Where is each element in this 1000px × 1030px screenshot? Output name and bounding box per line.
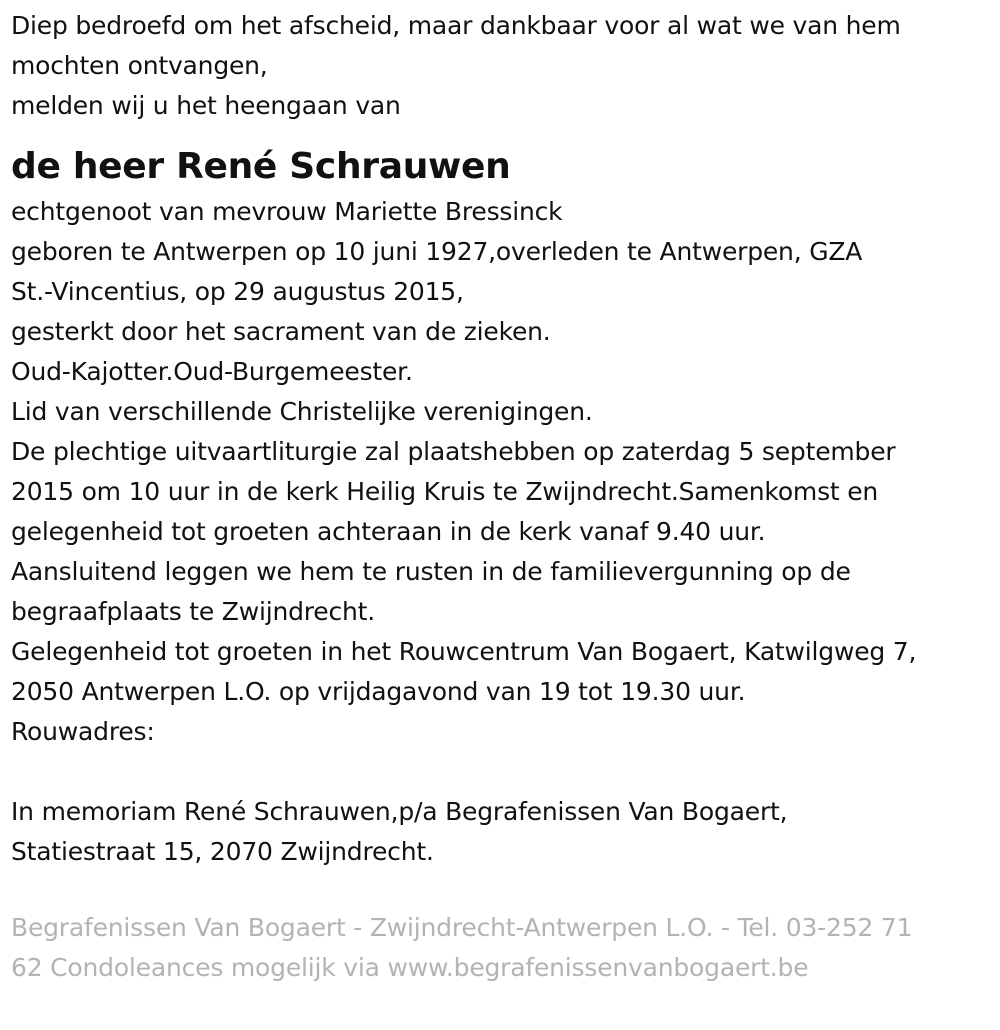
- detail-line: Rouwadres:: [11, 717, 155, 746]
- footer-line: Begrafenissen Van Bogaert - Zwijndrecht-Antwerpen L.O. - Tel. 03-252 71: [11, 913, 913, 942]
- detail-line: echtgenoot van mevrouw Mariette Bressinck: [11, 197, 563, 226]
- intro-section: [11, 6, 990, 126]
- intro-line: mochten ontvangen,: [11, 51, 268, 80]
- detail-line: begraafplaats te Zwijndrecht.: [11, 597, 376, 626]
- address-line: Statiestraat 15, 2070 Zwijndrecht.: [11, 837, 434, 866]
- footer-line: 62 Condoleances mogelijk via www.begrafenissenvanbogaert.be: [11, 953, 809, 982]
- detail-line: Aansluitend leggen we hem te rusten in de familievergunning op de: [11, 557, 851, 586]
- mourning-address: [11, 792, 990, 872]
- detail-line: gelegenheid tot groeten achteraan in de kerk vanaf 9.40 uur.: [11, 517, 766, 546]
- spacer: [11, 752, 990, 792]
- detail-line: 2050 Antwerpen L.O. op vrijdagavond van 19 tot 19.30 uur.: [11, 677, 746, 706]
- address-line: In memoriam René Schrauwen,p/a Begrafenissen Van Bogaert,: [11, 797, 788, 826]
- spacer: [11, 872, 990, 908]
- deceased-name: de heer René Schrauwen: [11, 146, 511, 187]
- details-section: [11, 192, 990, 752]
- detail-line: gesterkt door het sacrament van de zieken.: [11, 317, 551, 346]
- detail-line: Oud-Kajotter.Oud-Burgemeester.: [11, 357, 413, 386]
- funeral-home-footer: [11, 908, 990, 988]
- detail-line: geboren te Antwerpen op 10 juni 1927,overleden te Antwerpen, GZA: [11, 237, 863, 266]
- detail-line: Lid van verschillende Christelijke verenigingen.: [11, 397, 593, 426]
- intro-line: Diep bedroefd om het afscheid, maar dankbaar voor al wat we van hem: [11, 11, 901, 40]
- detail-line: 2015 om 10 uur in de kerk Heilig Kruis te Zwijndrecht.Samenkomst en: [11, 477, 879, 506]
- detail-line: St.-Vincentius, op 29 augustus 2015,: [11, 277, 464, 306]
- intro-line: melden wij u het heengaan van: [11, 91, 401, 120]
- detail-line: Gelegenheid tot groeten in het Rouwcentrum Van Bogaert, Katwilgweg 7,: [11, 637, 917, 666]
- detail-line: De plechtige uitvaartliturgie zal plaatshebben op zaterdag 5 september: [11, 437, 896, 466]
